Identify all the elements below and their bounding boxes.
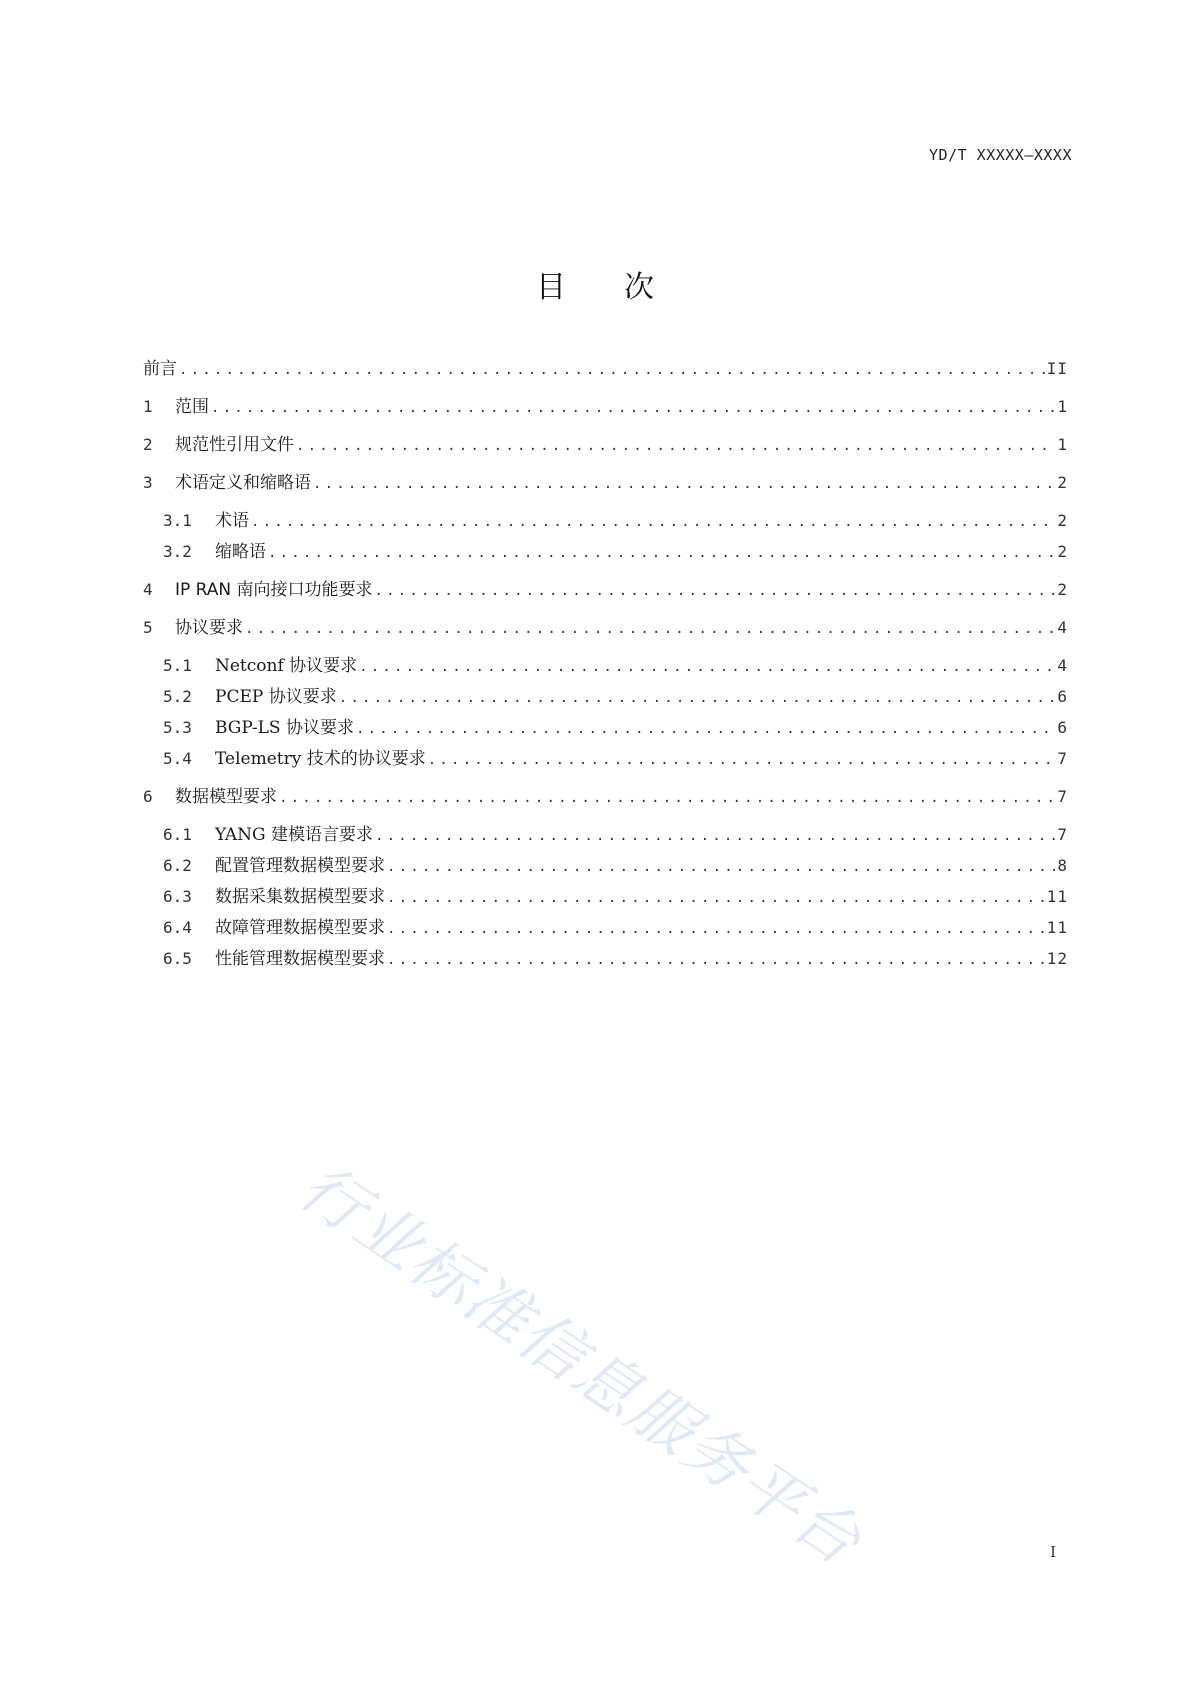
toc-entry-page: 4	[1057, 618, 1068, 637]
toc-entry-number: 1	[143, 397, 153, 416]
dot-leader	[279, 787, 1055, 809]
dot-leader	[296, 435, 1055, 457]
toc-entry-number: 5.4	[163, 749, 192, 768]
toc-entry-3-2[interactable]	[143, 541, 1068, 563]
toc-entry-label: Netconf 协议要求	[215, 656, 358, 676]
toc-entry-label: BGP-LS 协议要求	[215, 718, 354, 738]
page-title: 目次	[536, 270, 712, 305]
toc-entry-label: 范围	[175, 397, 209, 417]
dot-leader	[387, 949, 1045, 971]
toc-entry-label: 术语	[215, 511, 249, 531]
toc-entry-5-4[interactable]	[143, 748, 1068, 770]
document-code: YD/T XXXXX—XXXX	[929, 146, 1072, 164]
watermark: 行业标准信息服务平台	[285, 1150, 875, 1581]
toc-entry-label: IP RAN 南向接口功能要求	[175, 580, 373, 600]
toc-entry-number: 6.2	[163, 856, 192, 875]
toc-entry-label: 前言	[143, 359, 177, 379]
toc-entry-label: 规范性引用文件	[175, 435, 294, 455]
dot-leader	[387, 856, 1055, 878]
toc-entry-label: 协议要求	[175, 618, 243, 638]
toc-entry-page: 1	[1057, 435, 1068, 454]
toc-entry-page: II	[1046, 359, 1068, 378]
toc-entry-label: 数据采集数据模型要求	[215, 887, 385, 907]
toc-entry-page: 6	[1057, 718, 1068, 737]
toc-entry-page: 11	[1046, 887, 1068, 906]
toc-entry-number: 3	[143, 473, 153, 492]
toc-entry-number: 6.3	[163, 887, 192, 906]
toc-entry-number: 2	[143, 435, 153, 454]
dot-leader	[359, 656, 1055, 678]
toc-entry-number: 6.5	[163, 949, 192, 968]
toc-entry-1[interactable]	[143, 396, 1068, 418]
toc-entry-6-3[interactable]	[143, 886, 1068, 908]
toc-entry-label: Telemetry 技术的协议要求	[215, 749, 426, 769]
toc-entry-3-1[interactable]	[143, 510, 1068, 532]
dot-leader	[179, 359, 1045, 381]
toc-entry-page: 7	[1057, 787, 1068, 806]
toc-entry-page: 2	[1057, 511, 1068, 530]
toc-entry-page: 2	[1057, 473, 1068, 492]
toc-entry-6-5[interactable]	[143, 948, 1068, 970]
dot-leader	[313, 473, 1055, 495]
toc-entry-page: 6	[1057, 687, 1068, 706]
dot-leader	[211, 397, 1055, 419]
dot-leader	[356, 718, 1055, 740]
toc-entry-page: 2	[1057, 580, 1068, 599]
toc-entry-6-2[interactable]	[143, 855, 1068, 877]
toc-entry-number: 6.1	[163, 825, 192, 844]
toc-entry-foreword[interactable]	[143, 358, 1068, 380]
toc-entry-5[interactable]	[143, 617, 1068, 639]
dot-leader	[339, 687, 1056, 709]
toc-entry-number: 5.3	[163, 718, 192, 737]
table-of-contents	[143, 358, 1068, 970]
toc-entry-3[interactable]	[143, 472, 1068, 494]
dot-leader	[387, 887, 1045, 909]
dot-leader	[375, 580, 1056, 602]
toc-entry-label: 术语定义和缩略语	[175, 473, 311, 493]
toc-entry-label: 数据模型要求	[175, 787, 277, 807]
toc-entry-label: 配置管理数据模型要求	[215, 856, 385, 876]
dot-leader	[245, 618, 1055, 640]
toc-entry-5-1[interactable]	[143, 655, 1068, 677]
toc-entry-5-3[interactable]	[143, 717, 1068, 739]
toc-entry-number: 6	[143, 787, 153, 806]
page-number: I	[1050, 1543, 1056, 1561]
toc-entry-page: 4	[1057, 656, 1068, 675]
toc-entry-6-1[interactable]	[143, 824, 1068, 846]
dot-leader	[268, 542, 1055, 564]
dot-leader	[387, 918, 1045, 940]
toc-entry-label: 故障管理数据模型要求	[215, 918, 385, 938]
toc-entry-4[interactable]	[143, 579, 1068, 601]
toc-entry-page: 8	[1057, 856, 1068, 875]
toc-entry-number: 6.4	[163, 918, 192, 937]
toc-entry-number: 3.2	[163, 542, 192, 561]
dot-leader	[251, 511, 1055, 533]
toc-entry-number: 3.1	[163, 511, 192, 530]
toc-entry-6-4[interactable]	[143, 917, 1068, 939]
toc-entry-page: 11	[1046, 918, 1068, 937]
toc-entry-label: 缩略语	[215, 542, 266, 562]
dot-leader	[428, 749, 1056, 771]
toc-entry-label: YANG 建模语言要求	[215, 825, 374, 845]
toc-entry-label: 性能管理数据模型要求	[215, 949, 385, 969]
toc-entry-6[interactable]	[143, 786, 1068, 808]
toc-entry-number: 5	[143, 618, 153, 637]
toc-entry-page: 7	[1057, 825, 1068, 844]
toc-entry-label: PCEP 协议要求	[215, 687, 337, 707]
toc-entry-5-2[interactable]	[143, 686, 1068, 708]
toc-entry-page: 7	[1057, 749, 1068, 768]
toc-entry-number: 5.2	[163, 687, 192, 706]
toc-entry-page: 2	[1057, 542, 1068, 561]
toc-entry-page: 1	[1057, 397, 1068, 416]
toc-entry-number: 5.1	[163, 656, 192, 675]
toc-entry-number: 4	[143, 580, 153, 599]
toc-entry-page: 12	[1046, 949, 1068, 968]
toc-entry-2[interactable]	[143, 434, 1068, 456]
dot-leader	[375, 825, 1055, 847]
